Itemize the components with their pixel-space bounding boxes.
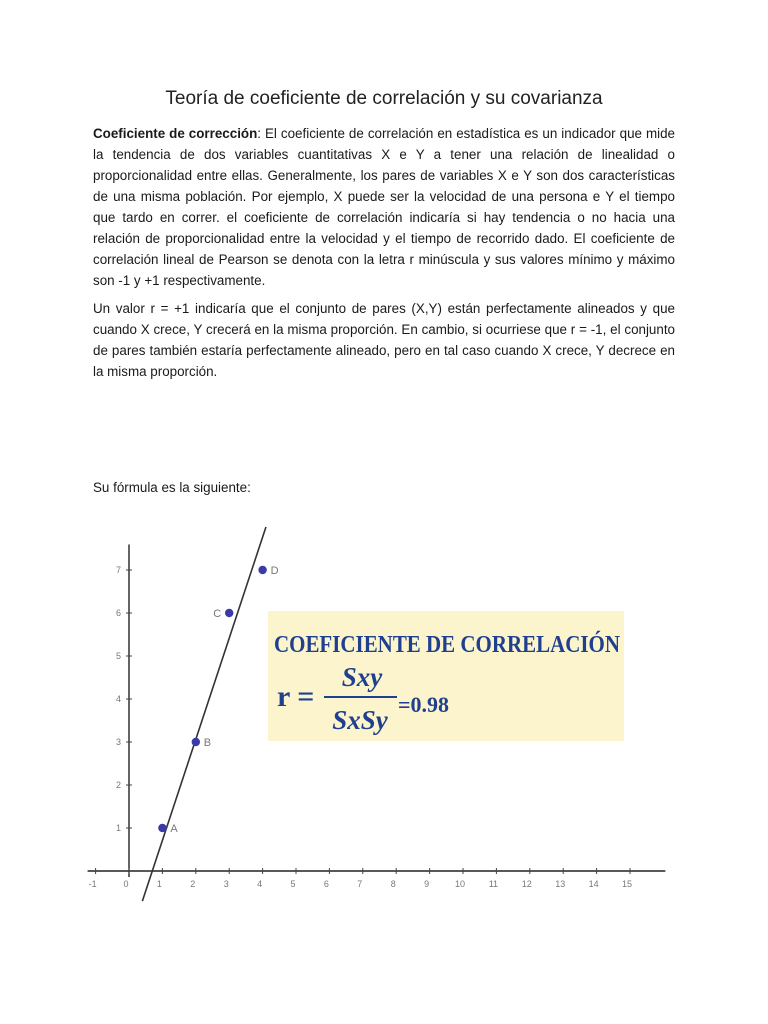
point-label: B	[203, 737, 212, 749]
y-tick-label: 1	[115, 823, 121, 833]
x-tick-label: 15	[621, 879, 633, 889]
formula-numerator: Sxy	[341, 662, 383, 692]
correlation-chart	[88, 540, 682, 910]
formula-banner	[268, 611, 671, 741]
data-point-c	[225, 609, 233, 617]
point-label: A	[170, 823, 178, 835]
x-tick-label: 3	[223, 879, 229, 889]
x-tick-label: 0	[123, 879, 129, 889]
point-label: D	[270, 565, 279, 577]
formula-intro: Su fórmula es la siguiente:	[93, 480, 251, 495]
y-tick-label: 4	[115, 694, 121, 704]
x-tick-label: 6	[323, 879, 329, 889]
definition-text: : El coeficiente de correlación en estadística es un indicador que mide la tendencia de dos variables cuantitativas X e Y a tener una relación de linealidad o proporcionalidad entre ellas. Generalmente, los pares de variables X e Y son dos características de una misma población. Por ejemplo, X puede ser la velocidad de una persona e Y el tiempo que tardo en correr. el coeficiente de correlación indicaría si hay tendencia o no hacia una relación de proporcionalidad entre la velocidad y el tiempo de recorrido dado. El coeficiente de correlación lineal de Pearson se denota con la letra r minúscula y sus valores mínimo y máximo son -1 y +1 respectivamente.	[93, 126, 675, 288]
point-label: C	[213, 608, 222, 620]
correlation-figure	[88, 540, 682, 910]
y-tick-label: 3	[115, 737, 121, 747]
data-point-a	[158, 824, 166, 832]
y-tick-label: 2	[115, 780, 121, 790]
x-tick-label: 12	[521, 879, 532, 889]
trend-line	[142, 527, 266, 901]
y-tick-label: 5	[115, 651, 121, 661]
paragraph-interpretation: Un valor r = +1 indicaría que el conjunto de pares (X,Y) están perfectamente alineados y que cuando X crece, Y crecerá en la misma proporción. En cambio, si ocurriese que r = -1, el conjunto de pares también estaría perfectamente alineado, pero en tal caso cuando X crece, Y decrece en la misma proporción.	[93, 301, 675, 379]
paragraph-definition	[93, 123, 675, 291]
banner-title: COEFICIENTE DE CORRELACIÓN	[274, 632, 671, 658]
y-tick-label: 6	[115, 608, 121, 618]
x-tick-label: 4	[257, 879, 263, 889]
x-tick-label: 2	[190, 879, 196, 889]
data-point-b	[192, 738, 200, 746]
page-title: Teoría de coeficiente de correlación y su covarianza	[165, 88, 603, 109]
formula-denominator: SxSy	[332, 705, 388, 735]
x-tick-label: 8	[390, 879, 396, 889]
x-tick-label: 13	[555, 879, 566, 889]
definition-term: Coeficiente de corrección	[93, 126, 258, 141]
x-tick-label: 14	[588, 879, 599, 889]
y-tick-label: 7	[115, 565, 121, 575]
x-tick-label: -1	[88, 879, 97, 889]
x-tick-label: 1	[156, 879, 162, 889]
x-tick-label: 5	[290, 879, 296, 889]
x-tick-label: 11	[488, 879, 499, 889]
formula-banner-bg	[268, 611, 671, 741]
x-tick-label: 7	[357, 879, 363, 889]
x-tick-label: 10	[454, 879, 466, 889]
data-point-d	[258, 566, 266, 574]
formula-lhs: r =	[277, 680, 315, 713]
x-tick-label: 9	[424, 879, 430, 889]
formula-result: =0.98	[398, 692, 450, 717]
